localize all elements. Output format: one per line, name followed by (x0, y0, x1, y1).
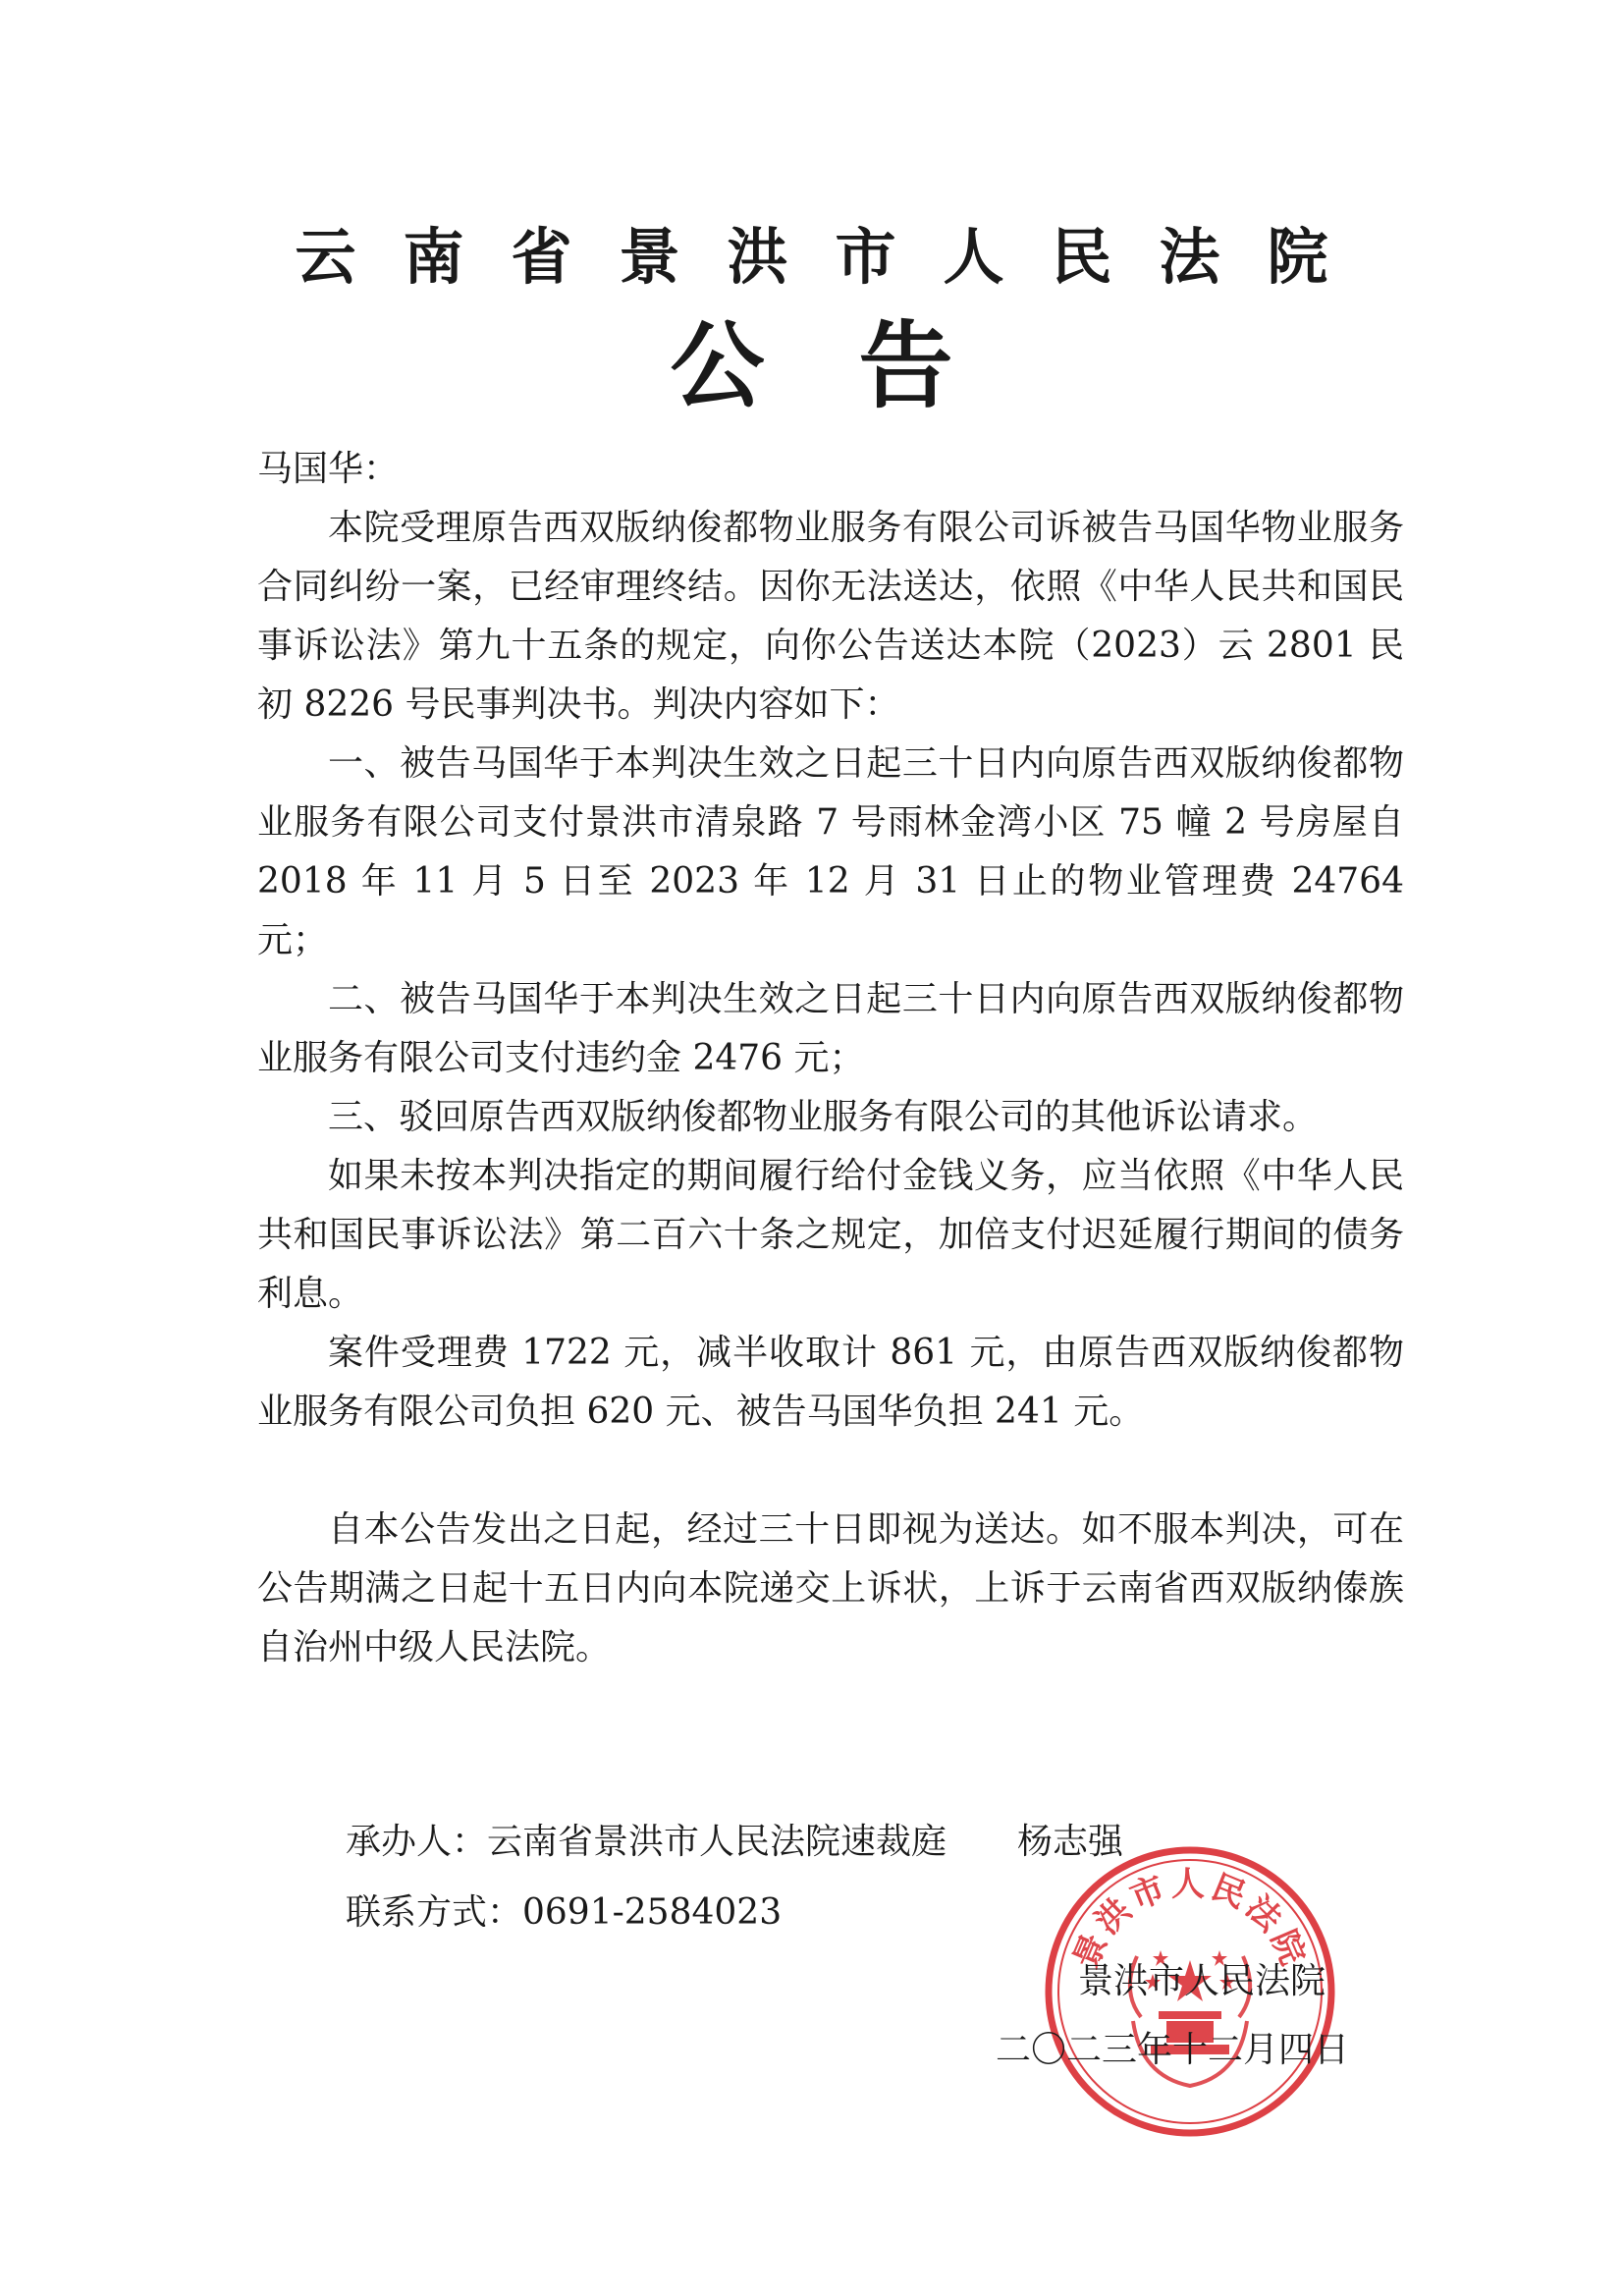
judgment-item-3: 三、驳回原告西双版纳俊都物业服务有限公司的其他诉讼请求。 (328, 1097, 1319, 1137)
seal-text: 景洪市人民法院 (1065, 1865, 1315, 1975)
court-name-heading: 云南省景洪市人民法院 (295, 221, 1376, 293)
judgment-item-2: 二、被告马国华于本判决生效之日起三十日内向原告西双版纳俊都物业服务有限公司支付违约金 2476 元； (257, 979, 1404, 1078)
notice-body (257, 440, 1404, 1677)
handler-line: 承办人：云南省景洪市人民法院速裁庭 杨志强 (346, 1822, 1124, 1862)
service-paragraph: 自本公告发出之日起，经过三十日即视为送达。如不服本判决，可在公告期满之日起十五日内向本院递交上诉状，上诉于云南省西双版纳傣族自治州中级人民法院。 (257, 1509, 1404, 1667)
phone-line: 联系方式：0691-2584023 (346, 1892, 783, 1933)
late-performance-paragraph: 如果未按本判决指定的期间履行给付金钱义务，应当依照《中华人民共和国民事诉讼法》第二百六十条之规定，加倍支付迟延履行期间的债务利息。 (257, 1156, 1404, 1314)
court-fee-paragraph: 案件受理费 1722 元，减半收取计 861 元，由原告西双版纳俊都物业服务有限公司负担 620 元、被告马国华负担 241 元。 (257, 1333, 1404, 1432)
intro-paragraph: 本院受理原告西双版纳俊都物业服务有限公司诉被告马国华物业服务合同纠纷一案，已经审理终结。因你无法送达，依照《中华人民共和国民事诉讼法》第九十五条的规定，向你公告送达本院（2023）云 2801 民初 8226 号民事判决书。判决内容如下： (257, 508, 1404, 725)
signing-court: 景洪市人民法院 (1078, 1961, 1326, 2001)
signing-date: 二〇二三年十二月四日 (996, 2030, 1350, 2070)
addressee: 马国华： (257, 449, 400, 489)
judgment-item-1: 一、被告马国华于本判决生效之日起三十日内向原告西双版纳俊都物业服务有限公司支付景洪市清泉路 7 号雨林金湾小区 75 幢 2 号房屋自 2018 年 11 月 5 日至 2023 年 12 月 31 日止的物业管理费 24764 元； (257, 743, 1404, 960)
notice-title: 公告 (670, 311, 1048, 421)
